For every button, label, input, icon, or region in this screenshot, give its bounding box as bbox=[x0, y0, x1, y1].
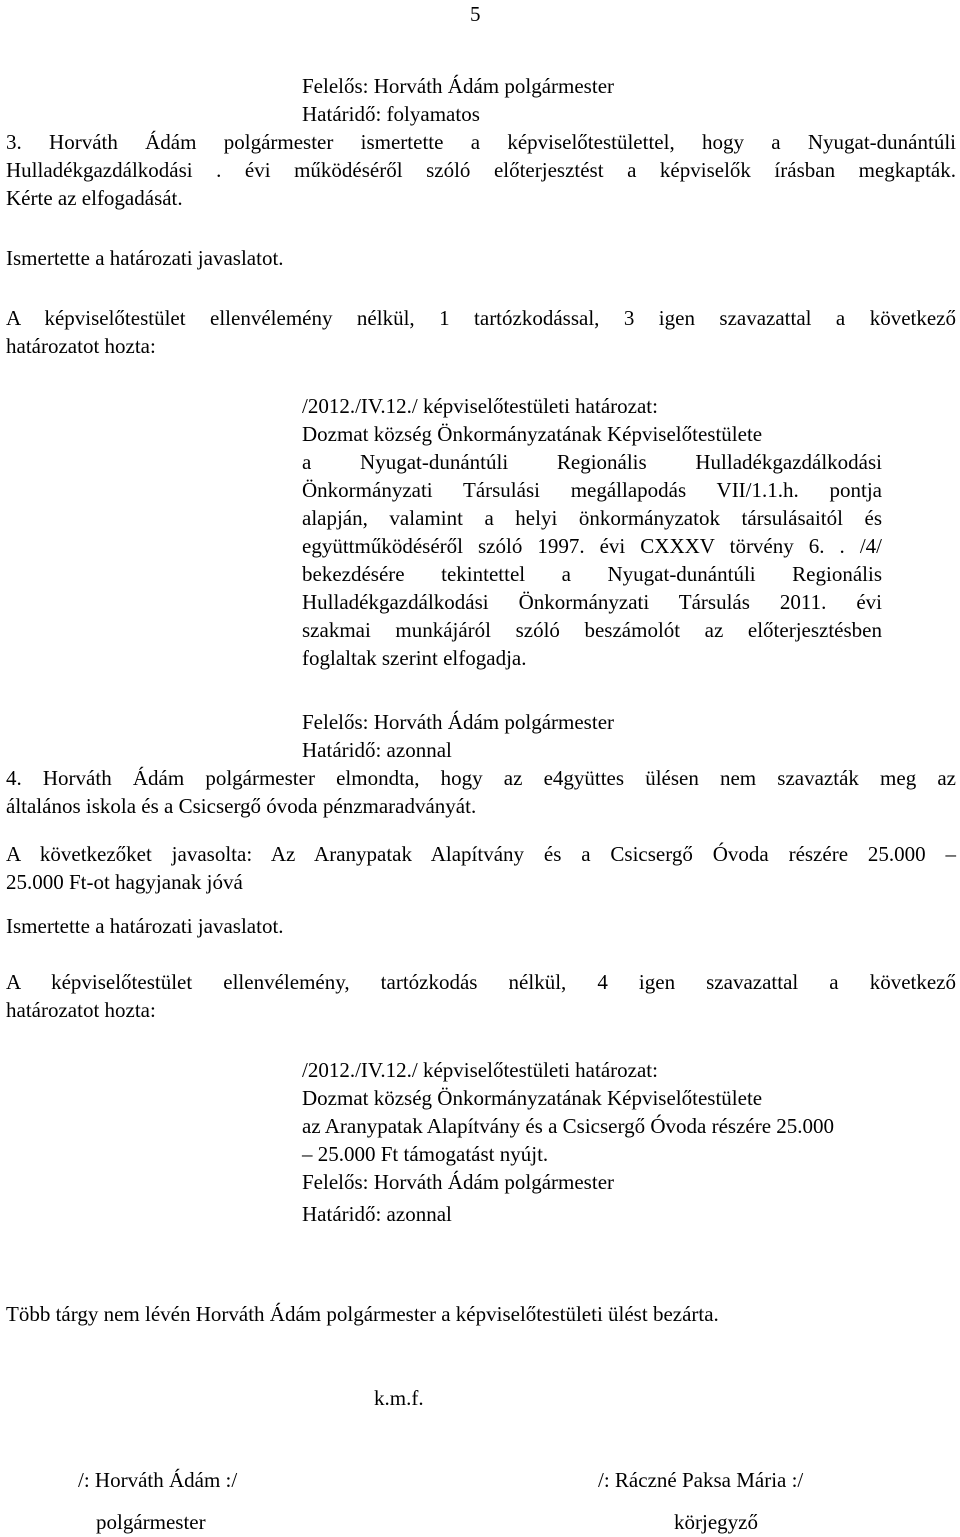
responsible-line: Felelős: Horváth Ádám polgármester bbox=[302, 1170, 615, 1194]
resolution-line: /2012./IV.12./ képviselőtestületi határozat: bbox=[302, 394, 658, 418]
closing-line: Több tárgy nem lévén Horváth Ádám polgármester a képviselőtestületi ülést bezárta. bbox=[6, 1302, 719, 1326]
resolution-line: Önkormányzati Társulási megállapodás VII/1.1.h. pontja bbox=[302, 478, 882, 502]
suggestion-line: A következőket javasolta: Az Aranypatak Alapítvány és a Csicsergő Óvoda részére 25.000 – bbox=[6, 842, 956, 866]
resolution-line: az Aranypatak Alapítvány és a Csicsergő Óvoda részére 25.000 bbox=[302, 1114, 835, 1138]
vote-line: határozatot hozta: bbox=[6, 998, 156, 1022]
signatory-title: körjegyző bbox=[674, 1510, 758, 1534]
deadline-line: Határidő: folyamatos bbox=[302, 102, 480, 126]
proposal-line: Ismertette a határozati javaslatot. bbox=[6, 246, 284, 270]
resolution-line: bekezdésére tekintettel a Nyugat-dunántúli Regionális bbox=[302, 562, 882, 586]
resolution-line: Dozmat község Önkormányzatának Képviselőtestülete bbox=[302, 1086, 763, 1110]
deadline-line: Határidő: azonnal bbox=[302, 738, 452, 762]
deadline-line: Határidő: azonnal bbox=[302, 1202, 452, 1226]
suggestion-line: 25.000 Ft-ot hagyjanak jóvá bbox=[6, 870, 243, 894]
resolution-line: alapján, valamint a helyi önkormányzatok társulásaitól és bbox=[302, 506, 882, 530]
vote-line: határozatot hozta: bbox=[6, 334, 156, 358]
vote-line: A képviselőtestület ellenvélemény, tartózkodás nélkül, 4 igen szavazattal a következő bbox=[6, 970, 956, 994]
resolution-line: szakmai munkájáról szóló beszámolót az előterjesztésben bbox=[302, 618, 882, 642]
resolution-line: együttműködéséről szóló 1997. évi CXXXV törvény 6. . /4/ bbox=[302, 534, 882, 558]
resolution-line: Dozmat község Önkormányzatának Képviselőtestülete bbox=[302, 422, 763, 446]
paragraph-line: általános iskola és a Csicsergő óvoda pénzmaradványát. bbox=[6, 794, 477, 818]
vote-line: A képviselőtestület ellenvélemény nélkül, 1 tartózkodással, 3 igen szavazattal a következő bbox=[6, 306, 956, 330]
signatory-title: polgármester bbox=[96, 1510, 206, 1534]
proposal-line: Ismertette a határozati javaslatot. bbox=[6, 914, 284, 938]
paragraph-line: Kérte az elfogadását. bbox=[6, 186, 183, 210]
signatory-name: /: Ráczné Paksa Mária :/ bbox=[598, 1468, 804, 1492]
page-number: 5 bbox=[470, 2, 481, 26]
responsible-line: Felelős: Horváth Ádám polgármester bbox=[302, 74, 615, 98]
resolution-line: a Nyugat-dunántúli Regionális Hulladékgazdálkodási bbox=[302, 450, 882, 474]
resolution-line: Hulladékgazdálkodási Önkormányzati Társulás 2011. évi bbox=[302, 590, 882, 614]
resolution-line: foglaltak szerint elfogadja. bbox=[302, 646, 527, 670]
resolution-line: /2012./IV.12./ képviselőtestületi határozat: bbox=[302, 1058, 658, 1082]
signatory-name: /: Horváth Ádám :/ bbox=[78, 1468, 238, 1492]
paragraph-line: Hulladékgazdálkodási . évi működéséről szóló előterjesztést a képviselők írásban megkapták. bbox=[6, 158, 956, 182]
responsible-line: Felelős: Horváth Ádám polgármester bbox=[302, 710, 615, 734]
paragraph-line: 4. Horváth Ádám polgármester elmondta, hogy az e4gyüttes ülésen nem szavazták meg az bbox=[6, 766, 956, 790]
resolution-line: – 25.000 Ft támogatást nyújt. bbox=[302, 1142, 549, 1166]
paragraph-line: 3. Horváth Ádám polgármester ismertette a képviselőtestülettel, hogy a Nyugat-dunántúli bbox=[6, 130, 956, 154]
kmf-line: k.m.f. bbox=[374, 1386, 424, 1410]
